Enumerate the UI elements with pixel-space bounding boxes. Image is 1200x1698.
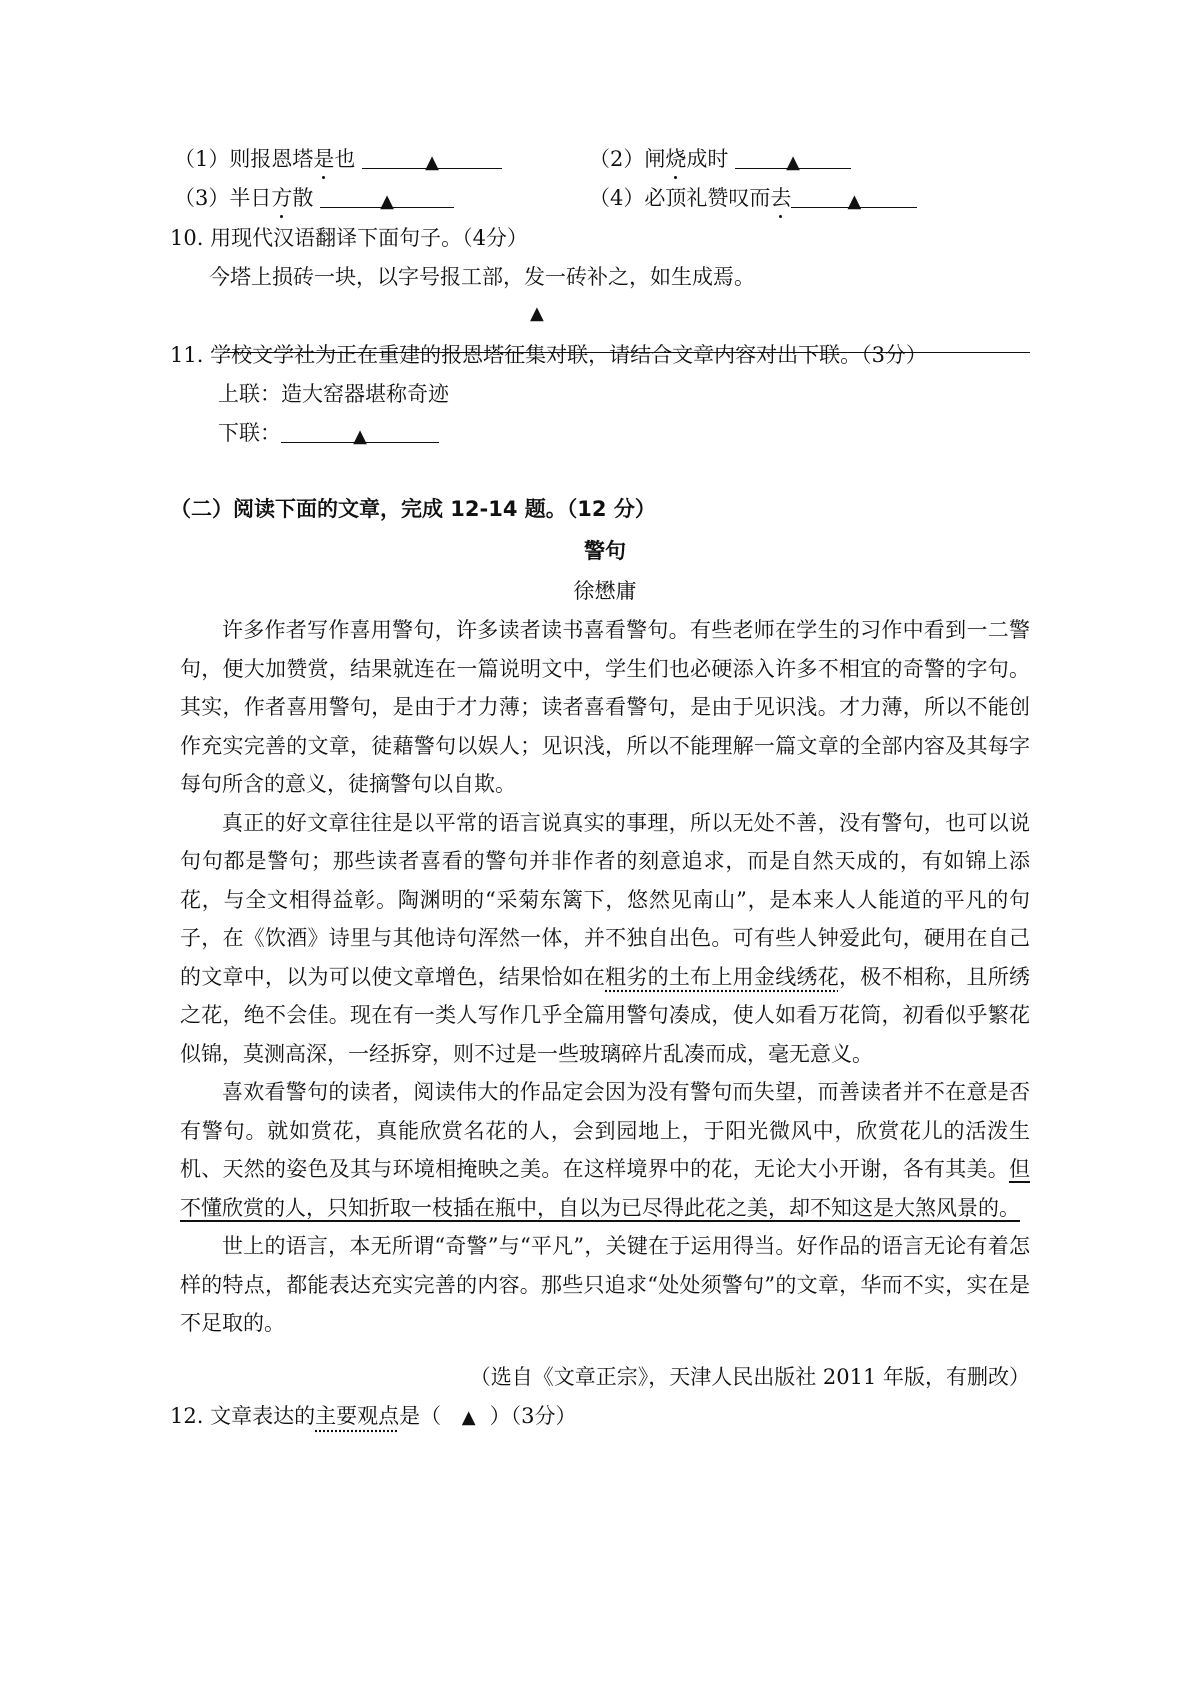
q9-answer-blank-1[interactable]: ▲: [362, 148, 502, 169]
q9-item-2: （2）闸烧成时 ▲: [589, 146, 851, 172]
article-paragraph-2: 真正的好文章往往是以平常的语言说真实的事理，所以无处不善，没有警句，也可以说句句都是警句；那些读者喜看的警句并非作者的刻意追求，而是自然天成的，有如锦上添花，与全文相得益彰。陶渊明的“采菊东篱下，悠然见南山”，是本来人人能道的平凡的句子，在《饮酒》诗里与其他诗句浑然一体，并不独自出色。可有些人钟爱此句，硬用在自己的文章中，以为可以使文章增色，结果恰如在粗劣的土布上用金线绣花，极不相称，且所绣之花，绝不会佳。现在有一类人写作几乎全篇用警句凑成，使人如看万花筒，初看似乎繁花似锦，莫测高深，一经拆穿，则不过是一些玻璃碎片乱凑而成，毫无意义。: [180, 810, 1031, 1066]
q10-answer-marker: ▲: [530, 303, 544, 324]
dotted-phrase: 粗劣的土布上用金线绣花: [605, 964, 839, 989]
q9-answer-blank-2[interactable]: ▲: [735, 148, 851, 169]
q9-item-1: （1）则报恩塔是也 ▲: [174, 146, 502, 172]
article-paragraph-1: 许多作者写作喜用警句，许多读者读书喜看警句。有些老师在学生的习作中看到一二警句，便大加赞赏，结果就连在一篇说明文中，学生们也必硬添入许多不相宜的奇警的字句。其实，作者喜用警句，是由于才力薄；读者喜看警句，是由于见识浅。才力薄，所以不能创作充实完善的文章，徒藉警句以娱人；见识浅，所以不能理解一篇文章的全部内容及其每字每句所含的意义，徒摘警句以自欺。: [180, 618, 1030, 796]
article-body: [180, 611, 1030, 1343]
q9-answer-blank-4[interactable]: ▲: [791, 187, 917, 208]
q11-answer-blank[interactable]: ▲: [281, 422, 439, 443]
q11-lower-couplet: 下联： ▲: [218, 420, 439, 446]
q10-sentence: 今塔上损砖一块，以字号报工部，发一砖补之，如生成焉。: [209, 265, 755, 289]
q9-answer-blank-3[interactable]: ▲: [320, 187, 454, 208]
article-paragraph-3: 喜欢看警句的读者，阅读伟大的作品定会因为没有警句而失望，而善读者并不在意是否有警句。就如赏花，真能欣赏名花的人，会到园地上，于阳光微风中，欣赏花儿的活泼生机、天然的姿色及其与环境相掩映之美。在这样境界中的花，无论大小开谢，各有其美。但不懂欣赏的人，只知折取一枝插在瓶中，自以为已尽得此花之美，却不知这是大煞风景的。: [180, 1080, 1030, 1220]
underlined-sentence: 但不懂欣赏的人，只知折取一枝插在瓶中，自以为已尽得此花之美，却不知这是大煞风景的。: [180, 1157, 1030, 1220]
article-paragraph-4: 世上的语言，本无所谓“奇警”与“平凡”，关键在于运用得当。好作品的语言无论有着怎样的特点，都能表达充实完善的内容。那些只追求“处处须警句”的文章，华而不实，实在是不足取的。: [180, 1234, 1030, 1335]
article-source: （选自《文章正宗》，天津人民出版社 2011 年版，有删改）: [469, 1365, 1030, 1389]
article-author: 徐懋庸: [573, 579, 637, 603]
q11-title: 11. 学校文学社为正在重建的报恩塔征集对联，请结合文章内容对出下联。（3分）: [170, 343, 927, 367]
q11-upper-couplet: 上联：造大窑器堪称奇迹: [218, 382, 449, 406]
section-heading: （二）阅读下面的文章，完成 12-14 题。（12 分）: [170, 497, 656, 521]
q9-item-4: （4）必顶礼赞叹而去 ▲: [589, 185, 917, 211]
article-title: 警句: [584, 539, 626, 563]
q9-item-3: （3）半日方散 ▲: [174, 185, 454, 211]
q10-title: 10. 用现代汉语翻译下面句子。（4分）: [170, 226, 528, 250]
q12-question: 12. 文章表达的主要观点是（ ▲ ）（3分）: [170, 1404, 577, 1428]
q12-answer-marker[interactable]: ▲: [461, 1407, 476, 1428]
